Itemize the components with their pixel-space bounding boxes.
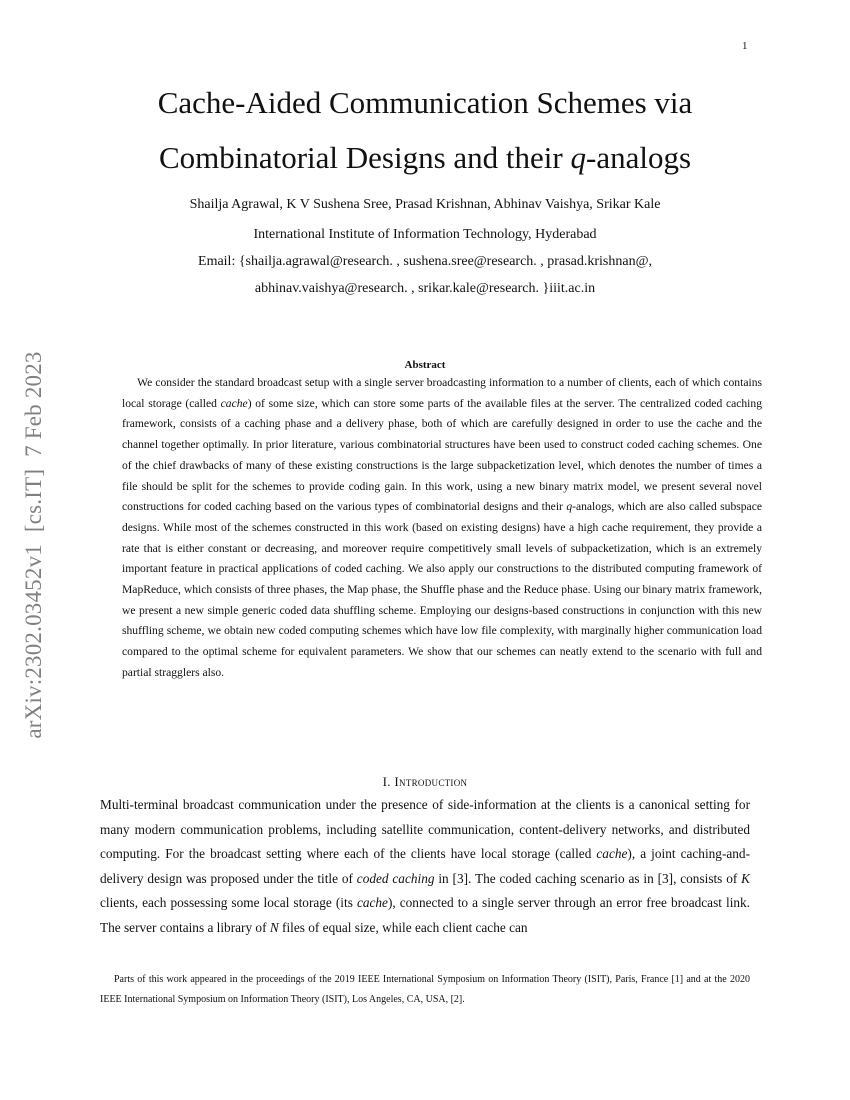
authors: Shailja Agrawal, K V Sushena Sree, Prasad Krishnan, Abhinav Vaishya, Srikar Kale	[189, 197, 661, 212]
title-q: q	[570, 140, 586, 175]
paper-title-line1: Cache-Aided Communication Schemes via	[157, 85, 693, 120]
text-segment: Multi-terminal broadcast communication under the presence of side-information at the clients is a canonical setting for many modern communication problems, including satellite communication, content-delivery networks, and distributed computing. For the broadcast setting where each of the clients have local storage (called	[100, 797, 750, 861]
italic-term: K	[741, 870, 751, 886]
italic-term: N	[269, 919, 279, 935]
paper-title-line2	[0, 140, 850, 176]
title-text: Combinatorial Designs and their	[158, 140, 571, 175]
text-segment: files of equal size, while each client cache can	[278, 919, 528, 935]
email-line2: abhinav.vaishya@research. , srikar.kale@research. }iiit.ac.in	[254, 281, 596, 296]
abstract-heading: Abstract	[404, 359, 446, 371]
text-segment: in [3]. The coded caching scenario as in [3], consists of	[434, 870, 742, 886]
arxiv-identifier: arXiv:2302.03452v1 [cs.IT] 7 Feb 2023	[21, 351, 46, 739]
italic-term: cache	[596, 846, 628, 861]
abstract-body	[122, 373, 762, 684]
text-segment: ), connected to a single server through an error free broadcast link. The server contains a library of	[100, 895, 751, 935]
italic-term: coded caching	[356, 870, 435, 886]
text-segment: clients, each possessing some local storage (its	[100, 895, 357, 910]
page-number: 1	[742, 40, 748, 52]
section-heading-introduction: I. Introduction	[382, 774, 468, 789]
title-text-end: -analogs	[586, 140, 692, 175]
email-line1: Email: {shailja.agrawal@research. , sushena.sree@research. , prasad.krishnan@,	[198, 254, 652, 269]
introduction-paragraph	[100, 793, 750, 940]
italic-term: cache	[220, 396, 248, 410]
text-segment: ), a joint caching-and-delivery design was proposed under the title of	[100, 846, 751, 886]
text-segment: ) of some size, which can store some parts of the available files at the server. The centralized coded caching framework, consists of a caching phase and a delivery phase, both of which are carefully designed in order to use the cache and the channel together optimally. In prior literature, various combinatorial structures have been used to construct coded caching schemes. One of the chief drawbacks of many of these existing constructions is the large subpacketization level, which denotes the number of times a file should be split for the schemes to provide coding gain. In this work, using a new binary matrix model, we present several novel constructions for coded caching based on the various types of combinatorial designs and their	[122, 396, 762, 514]
italic-term: q	[566, 500, 573, 514]
footnote: Parts of this work appeared in the proceedings of the 2019 IEEE International Symposium on Information Theory (ISIT), Paris, France [1] and at the 2020 IEEE International Symposium on Information Theory (ISIT), Los Angeles, CA, USA, [2].	[100, 974, 750, 1005]
italic-term: cache	[356, 895, 388, 910]
affiliation: International Institute of Information Technology, Hyderabad	[253, 227, 597, 242]
text-segment: We consider the standard broadcast setup with a single server broadcasting information to a number of clients, each of which contains local storage (called	[122, 376, 762, 410]
text-segment: -analogs, which are also called subspace designs. While most of the schemes constructed in this work (based on existing designs) have a high cache requirement, they provide a rate that is either constant or decreasing, and moreover require competitively small levels of subpacketization, which is an extremely important feature in practical applications of coded caching. We also apply our constructions to the distributed computing framework of MapReduce, which consists of three phases, the Map phase, the Shuffle phase and the Reduce phase. Using our binary matrix framework, we present a new simple generic coded data shuffling scheme. Employing our designs-based constructions in conjunction with this new shuffling scheme, we obtain new coded computing schemes which have low file complexity, with marginally higher communication load compared to the optimal scheme for equivalent parameters. We show that our schemes can neatly extend to the scenario with full and partial stragglers also.	[122, 500, 762, 679]
